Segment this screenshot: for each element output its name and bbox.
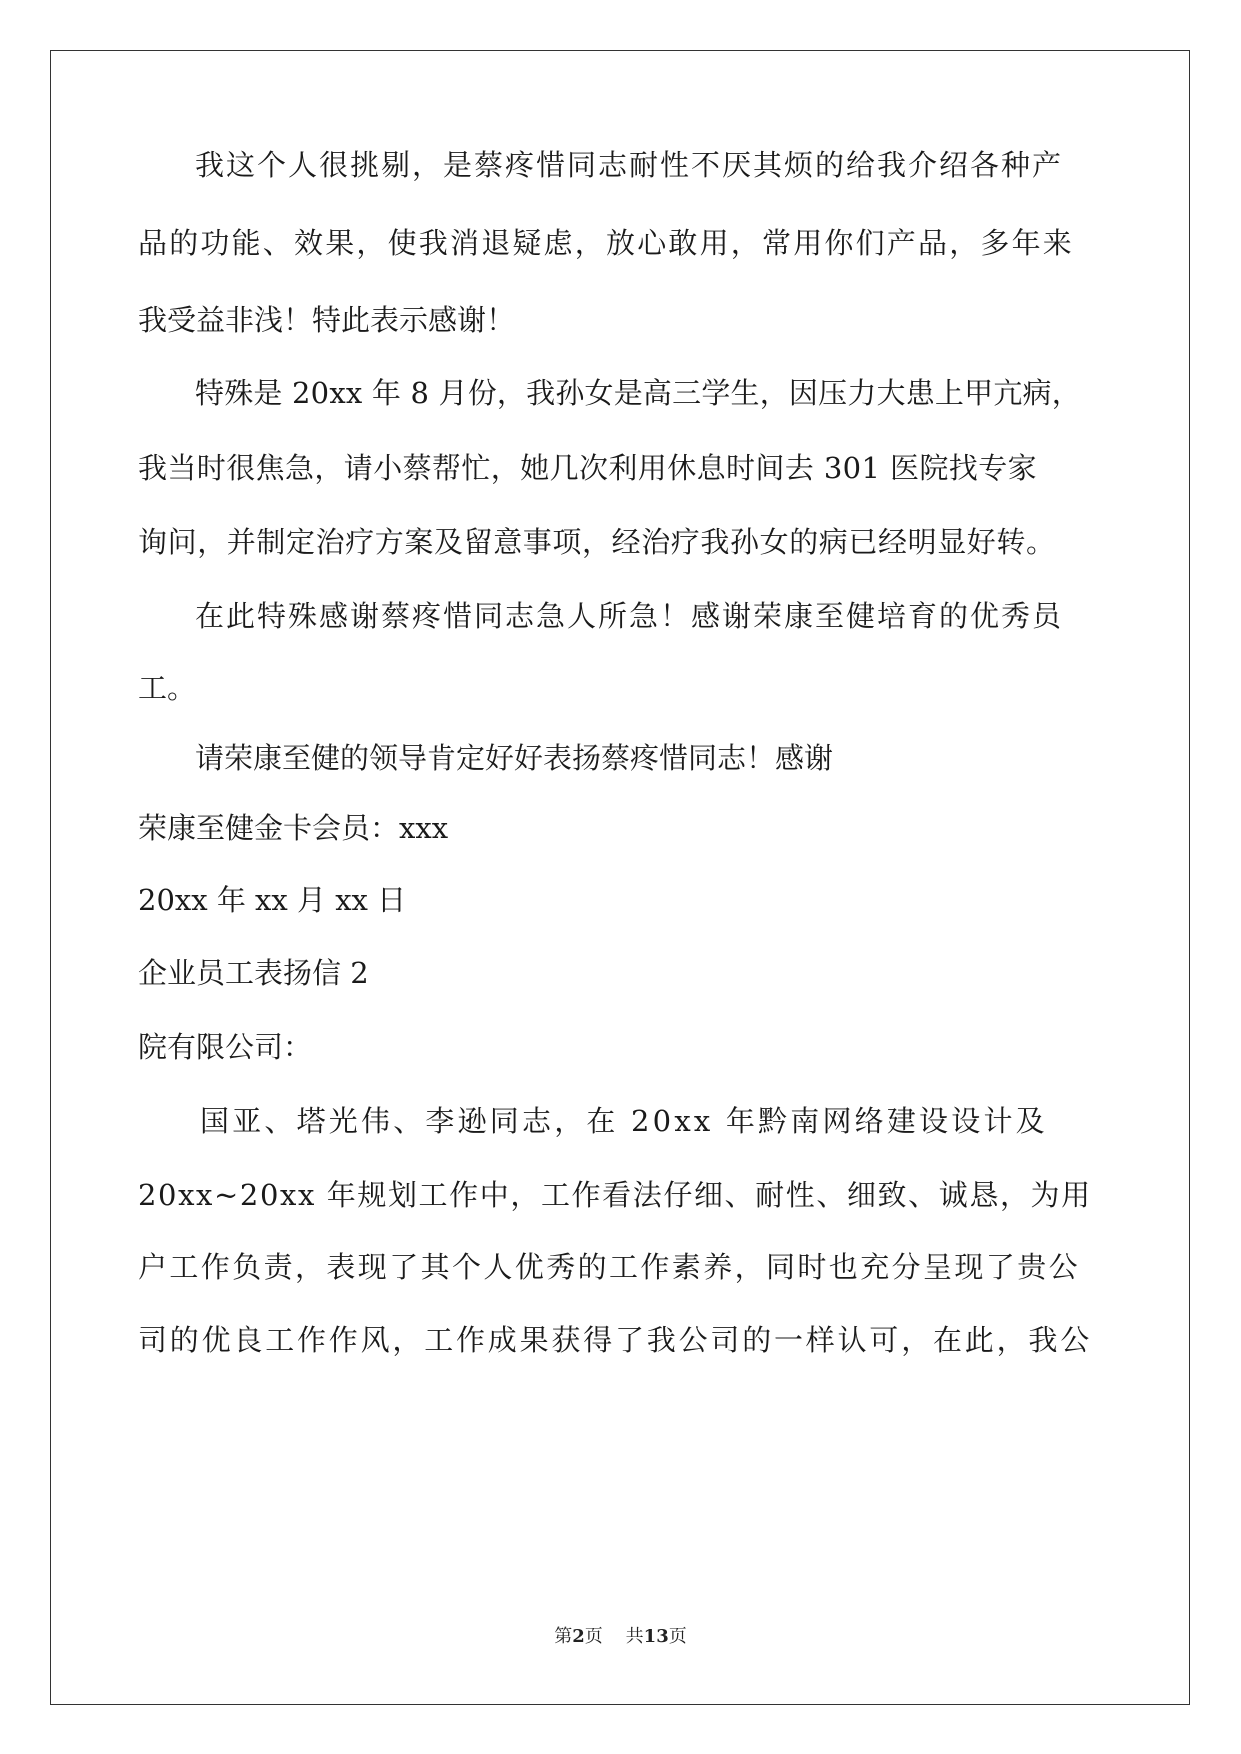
footer-page-number: 2 <box>572 1626 585 1647</box>
page-border <box>50 50 1190 1705</box>
paragraph-line: 我当时很焦急，请小蔡帮忙，她几次利用休息时间去 301 医院找专家 <box>138 451 1037 485</box>
paragraph-line: 特殊是 20xx 年 8 月份，我孙女是高三学生，因压力大患上甲亢病， <box>195 376 1081 410</box>
paragraph-line: 请荣康至健的领导肯定好好表扬蔡疼惜同志！感谢 <box>195 741 834 775</box>
paragraph-line: 司的优良工作作风，工作成果获得了我公司的一样认可，在此，我公 <box>138 1323 1093 1357</box>
paragraph-line: 在此特殊感谢蔡疼惜同志急人所急！感谢荣康至健培育的优秀员 <box>195 599 1064 633</box>
salutation-line: 院有限公司： <box>138 1030 313 1064</box>
footer-total-suffix: 页 <box>668 1626 687 1647</box>
footer-page-prefix: 第 <box>554 1626 573 1647</box>
paragraph-line: 20xx~20xx 年规划工作中，工作看法仔细、耐性、细致、诚恳，为用 <box>138 1178 1092 1212</box>
paragraph-line: 我受益非浅！特此表示感谢！ <box>138 303 516 337</box>
paragraph-line: 品的功能、效果，使我消退疑虑，放心敢用，常用你们产品，多年来 <box>138 226 1075 260</box>
date-line: 20xx 年 xx 月 xx 日 <box>138 883 407 917</box>
paragraph-line: 户工作负责，表现了其个人优秀的工作素养，同时也充分呈现了贵公 <box>138 1250 1081 1284</box>
letter-heading: 企业员工表扬信 2 <box>138 956 369 990</box>
paragraph-line: 工。 <box>138 671 197 705</box>
paragraph-line: 国亚、塔光伟、李逊同志，在 20xx 年黔南网络建设设计及 <box>200 1104 1048 1138</box>
footer-total-prefix: 共 <box>625 1626 644 1647</box>
footer-total-pages: 13 <box>643 1626 669 1647</box>
paragraph-line: 询问，并制定治疗方案及留意事项，经治疗我孙女的病已经明显好转。 <box>138 525 1056 559</box>
signature-line: 荣康至健金卡会员：xxx <box>138 811 449 845</box>
page-footer <box>0 1625 1241 1649</box>
footer-page-suffix: 页 <box>584 1626 603 1647</box>
paragraph-line: 我这个人很挑剔，是蔡疼惜同志耐性不厌其烦的给我介绍各种产 <box>195 148 1064 182</box>
